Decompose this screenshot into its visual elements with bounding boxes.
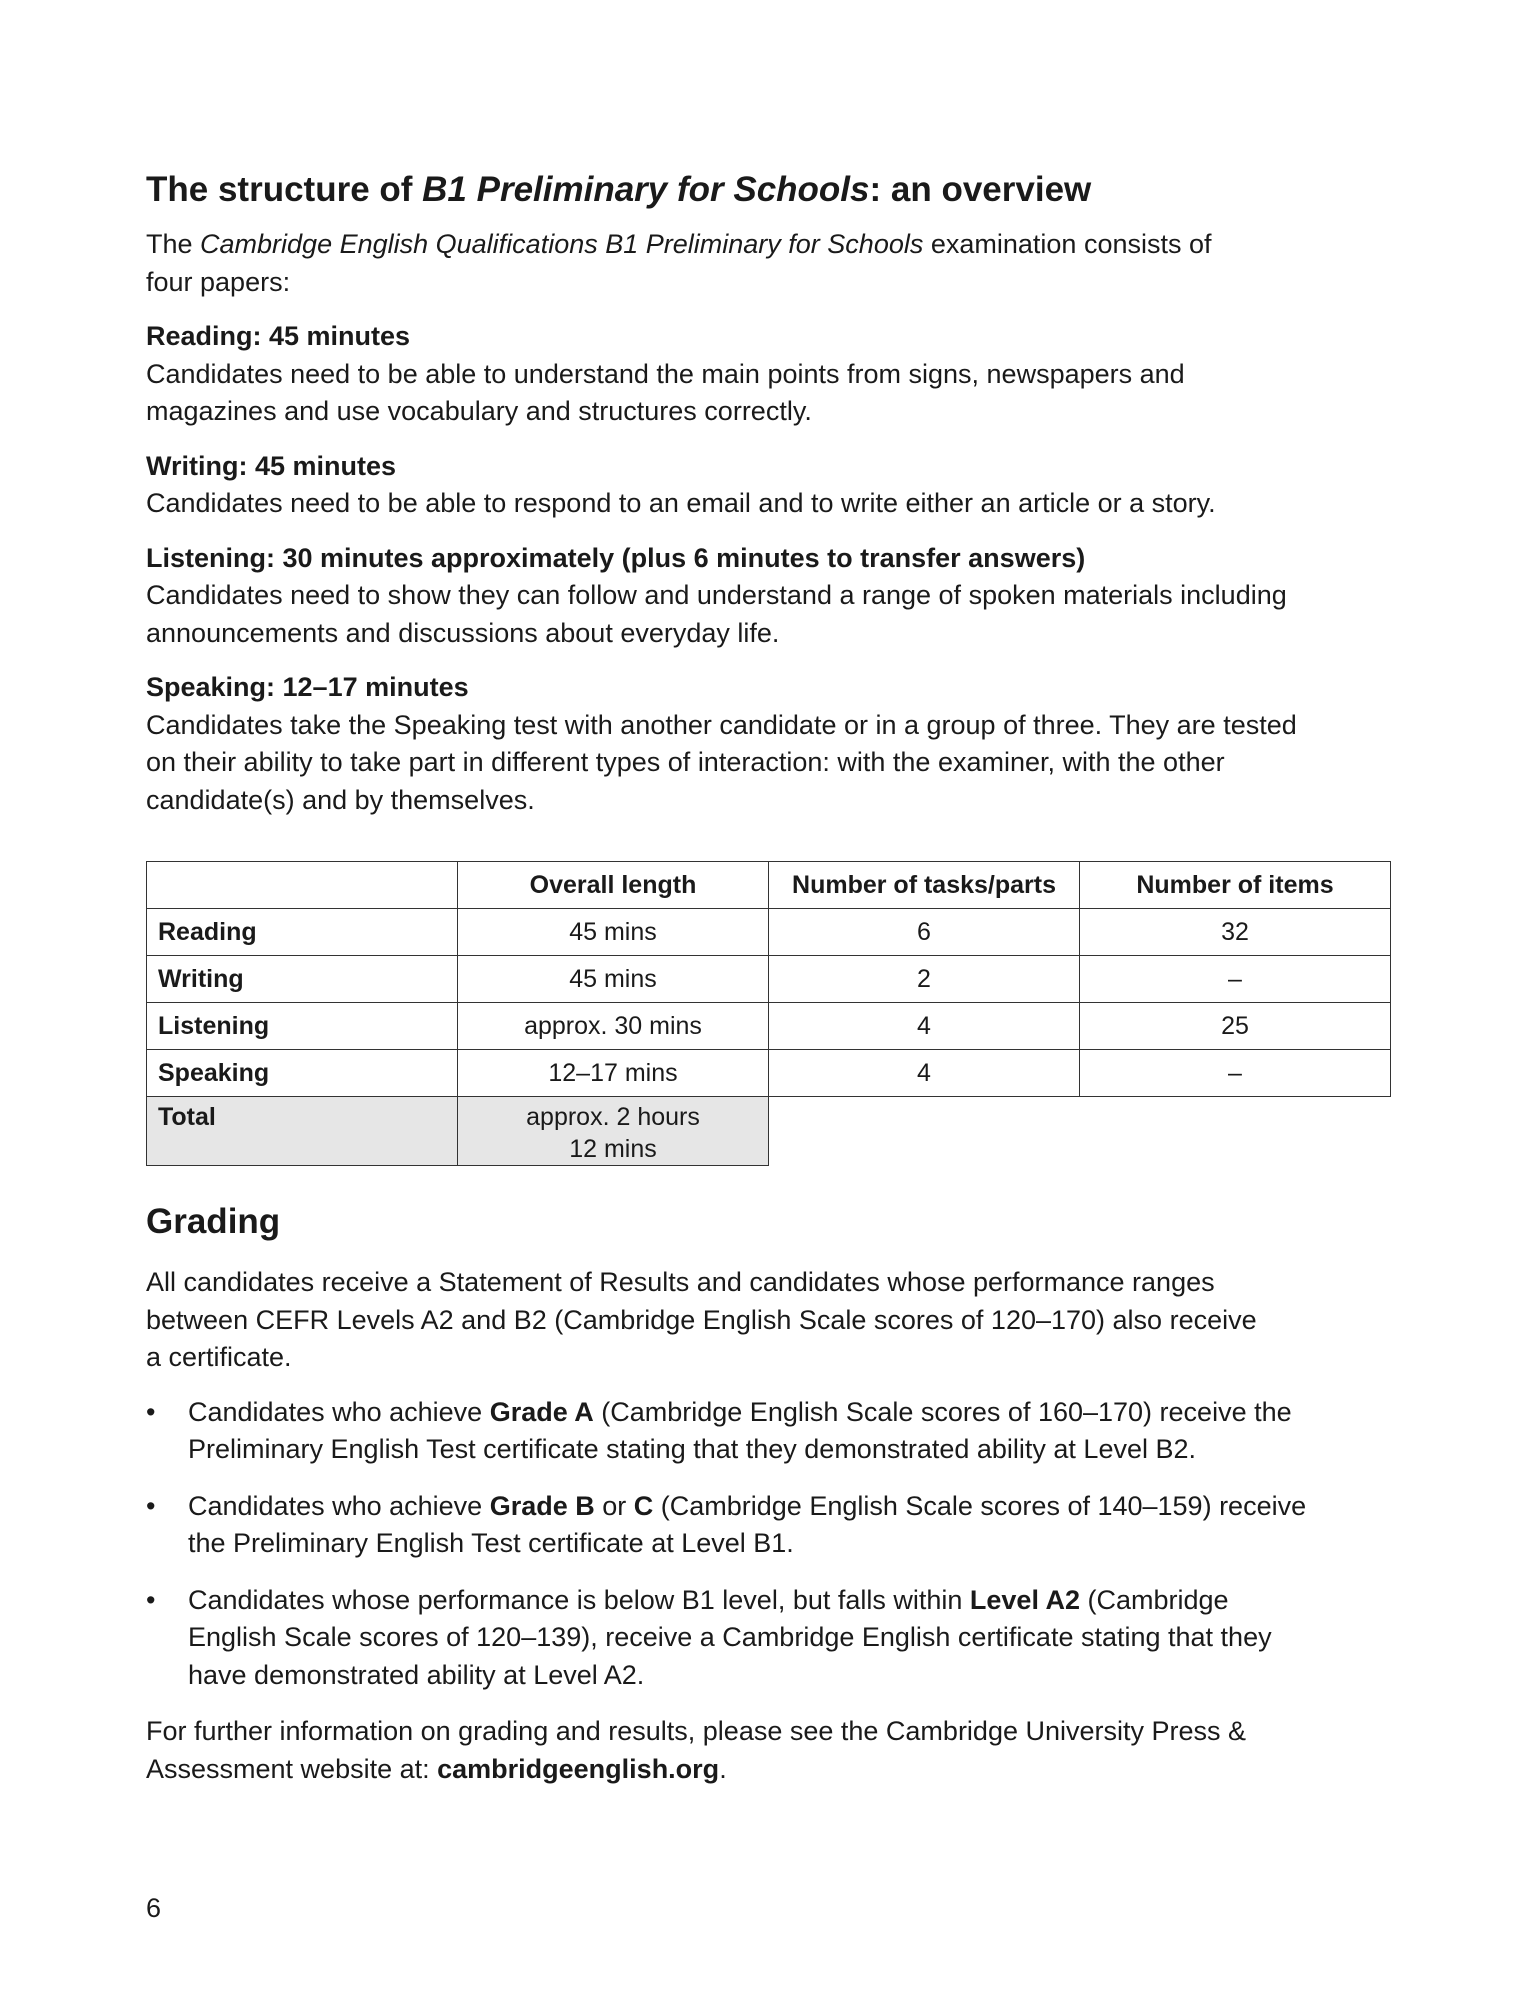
total-label: Total xyxy=(147,1097,458,1166)
paper-speaking xyxy=(146,669,1396,819)
paper-heading: Writing: 45 minutes xyxy=(146,450,397,481)
total-length: approx. 2 hours 12 mins xyxy=(458,1097,769,1166)
table-cell: 25 xyxy=(1080,1003,1391,1050)
table-cell: 12–17 mins xyxy=(458,1050,769,1097)
table-header: Number of items xyxy=(1080,862,1391,909)
table-cell: 4 xyxy=(769,1050,1080,1097)
list-item: • Candidates who achieve Grade A (Cambridge English Scale scores of 160–170) receive the Preliminary English Test certificate stating that they demonstrated ability at Level B2. xyxy=(146,1394,1396,1469)
table-cell: 2 xyxy=(769,956,1080,1003)
table-cell: Listening xyxy=(147,1003,458,1050)
grading-list xyxy=(146,1394,1396,1695)
website-link[interactable]: cambridgeenglish.org xyxy=(437,1753,720,1784)
bullet-icon: • xyxy=(146,1490,156,1521)
table-row xyxy=(147,1003,1391,1050)
table-cell: 32 xyxy=(1080,909,1391,956)
paper-reading xyxy=(146,318,1396,431)
table-cell: – xyxy=(1080,1050,1391,1097)
intro-paragraph: The Cambridge English Qualifications B1 Preliminary for Schools examination consists of four papers: xyxy=(146,229,1212,297)
table-row xyxy=(147,956,1391,1003)
further-info: For further information on grading and results, please see the Cambridge University Press & Assessment website at: cambridgeenglish.org. xyxy=(146,1716,1247,1784)
table-cell: Writing xyxy=(147,956,458,1003)
page-title: The structure of B1 Preliminary for Schools: an overview xyxy=(146,170,1092,209)
list-item: • Candidates whose performance is below B1 level, but falls within Level A2 (Cambridge English Scale scores of 120–139), receive a Cambridge English certificate stating that they have demonstrated ability at Level A2. xyxy=(146,1582,1396,1695)
table-row xyxy=(147,1050,1391,1097)
table-total-row xyxy=(147,1097,1391,1166)
paper-description: Candidates take the Speaking test with another candidate or in a group of three. They are tested on their ability to take part in different types of interaction: with the examiner, with the other candidate(s) and by themselves. xyxy=(146,709,1297,815)
list-item: • Candidates who achieve Grade B or C (Cambridge English Scale scores of 140–159) receive the Preliminary English Test certificate at Level B1. xyxy=(146,1488,1396,1563)
paper-heading: Listening: 30 minutes approximately (plus 6 minutes to transfer answers) xyxy=(146,542,1086,573)
table-cell: 45 mins xyxy=(458,909,769,956)
table-header: Overall length xyxy=(458,862,769,909)
paper-writing xyxy=(146,448,1396,523)
paper-description: Candidates need to be able to understand the main points from signs, newspapers and magazines and use vocabulary and structures correctly. xyxy=(146,358,1185,426)
table-cell: 45 mins xyxy=(458,956,769,1003)
page-content xyxy=(146,168,1396,1788)
table-cell: 4 xyxy=(769,1003,1080,1050)
table-cell: 6 xyxy=(769,909,1080,956)
page-number: 6 xyxy=(146,1893,162,1923)
table-header xyxy=(147,862,458,909)
paper-heading: Speaking: 12–17 minutes xyxy=(146,672,469,702)
grading-intro: All candidates receive a Statement of Results and candidates whose performance ranges between CEFR Levels A2 and B2 (Cambridge English Scale scores of 120–170) also receive a certificate. xyxy=(146,1267,1257,1372)
bullet-icon: • xyxy=(146,1584,156,1615)
bullet-icon: • xyxy=(146,1396,156,1427)
paper-description: Candidates need to be able to respond to an email and to write either an article or a story. xyxy=(146,488,1216,518)
table-cell: – xyxy=(1080,956,1391,1003)
table-row xyxy=(147,909,1391,956)
grading-heading: Grading xyxy=(146,1202,281,1241)
table-cell: Speaking xyxy=(147,1050,458,1097)
paper-description: Candidates need to show they can follow and understand a range of spoken materials including announcements and discussions about everyday life. xyxy=(146,580,1287,648)
paper-listening xyxy=(146,540,1396,653)
paper-heading: Reading: 45 minutes xyxy=(146,321,411,351)
table-cell: approx. 30 mins xyxy=(458,1003,769,1050)
paper-summary-table xyxy=(146,861,1391,1166)
table-header-row xyxy=(147,862,1391,909)
table-cell: Reading xyxy=(147,909,458,956)
table-header: Number of tasks/parts xyxy=(769,862,1080,909)
